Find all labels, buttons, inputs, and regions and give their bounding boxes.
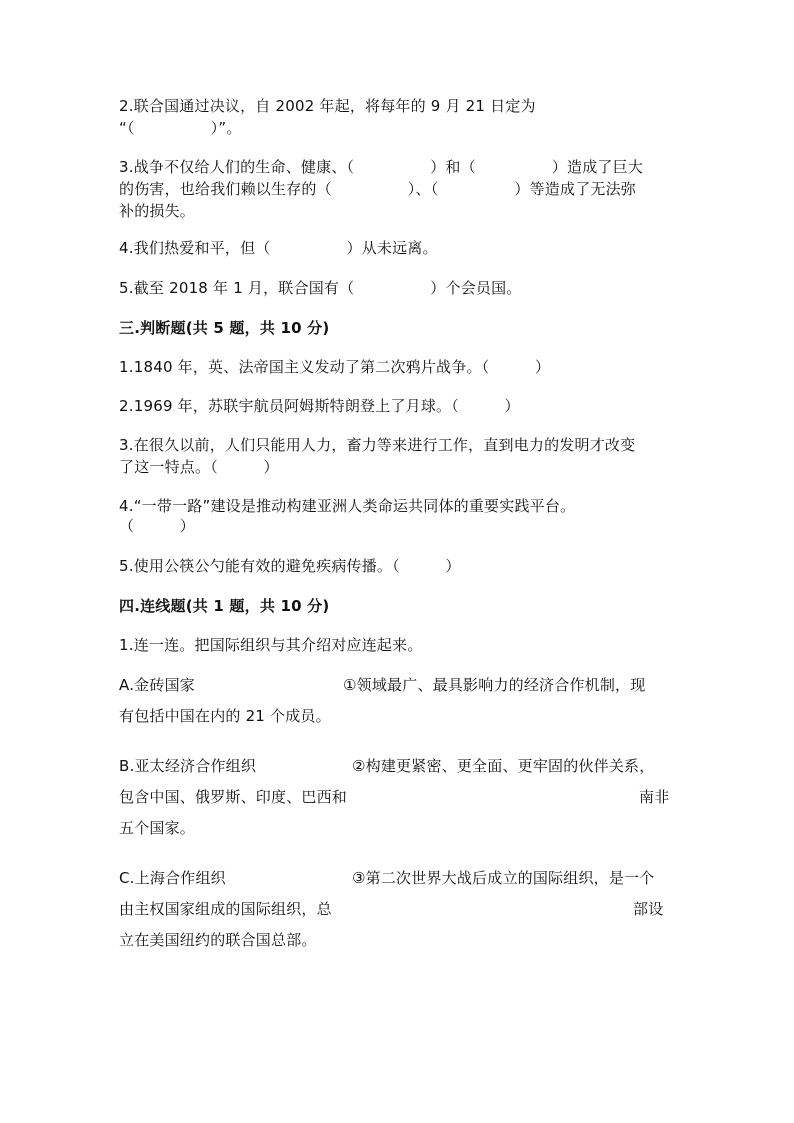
judge-q3-line1: 3.在很久以前，人们只能用人力，畜力等来进行工作，直到电力的发明才改变 (119, 436, 636, 454)
judge-q5: 5.使用公筷公勺能有效的避免疾病传播。（ ） (119, 557, 461, 575)
fill-q3-line2: 的伤害，也给我们赖以生存的（ ）、（ ）等造成了无法弥 (119, 180, 637, 198)
match-c-tail: 部设 (633, 900, 664, 918)
judge-q1: 1.1840 年，英、法帝国主义发动了第二次鸦片战争。（ ） (119, 358, 551, 376)
judge-section-heading: 三.判断题(共 5 题，共 10 分) (119, 319, 330, 337)
match-c-cont: 由主权国家组成的国际组织，总 (119, 900, 332, 918)
judge-q2: 2.1969 年，苏联宇航员阿姆斯特朗登上了月球。（ ） (119, 397, 520, 415)
match-q1: 1.连一连。把国际组织与其介绍对应连起来。 (119, 636, 423, 654)
fill-q3-line1: 3.战争不仅给人们的生命、健康、（ ）和（ ）造成了巨大 (119, 158, 644, 176)
match-b-tail: 南非 (639, 788, 670, 806)
match-section-heading: 四.连线题(共 1 题，共 10 分) (119, 597, 330, 615)
fill-q2-line1: 2.联合国通过决议，自 2002 年起，将每年的 9 月 21 日定为 (119, 97, 536, 115)
match-b-cont2: 五个国家。 (119, 819, 196, 837)
match-a-cont: 有包括中国在内的 21 个成员。 (119, 707, 331, 725)
match-b-right: ②构建更紧密、更全面、更牢固的伙伴关系， (352, 757, 655, 775)
fill-q2-line2: “（ ）”。 (119, 119, 242, 137)
judge-q4-line2: （ ） (119, 517, 196, 535)
judge-q4-line1: 4.“一带一路”建设是推动构建亚洲人类命运共同体的重要实践平台。 (119, 497, 576, 515)
judge-q3-line2: 了这一特点。（ ） (119, 458, 279, 476)
match-b-left: B.亚太经济合作组织 (119, 757, 257, 775)
match-a-left: A.金砖国家 (119, 676, 195, 694)
match-c-right: ③第二次世界大战后成立的国际组织，是一个 (352, 869, 655, 887)
match-a-right: ①领域最广、最具影响力的经济合作机制，现 (343, 676, 646, 694)
match-c-cont2: 立在美国纽约的联合国总部。 (119, 931, 317, 949)
fill-q3-line3: 补的损失。 (119, 202, 196, 220)
match-b-cont: 包含中国、俄罗斯、印度、巴西和 (119, 788, 348, 806)
fill-q4: 4.我们热爱和平，但（ ）从未远离。 (119, 239, 438, 257)
fill-q5: 5.截至 2018 年 1 月，联合国有（ ）个会员国。 (119, 279, 522, 297)
match-c-left: C.上海合作组织 (119, 869, 226, 887)
